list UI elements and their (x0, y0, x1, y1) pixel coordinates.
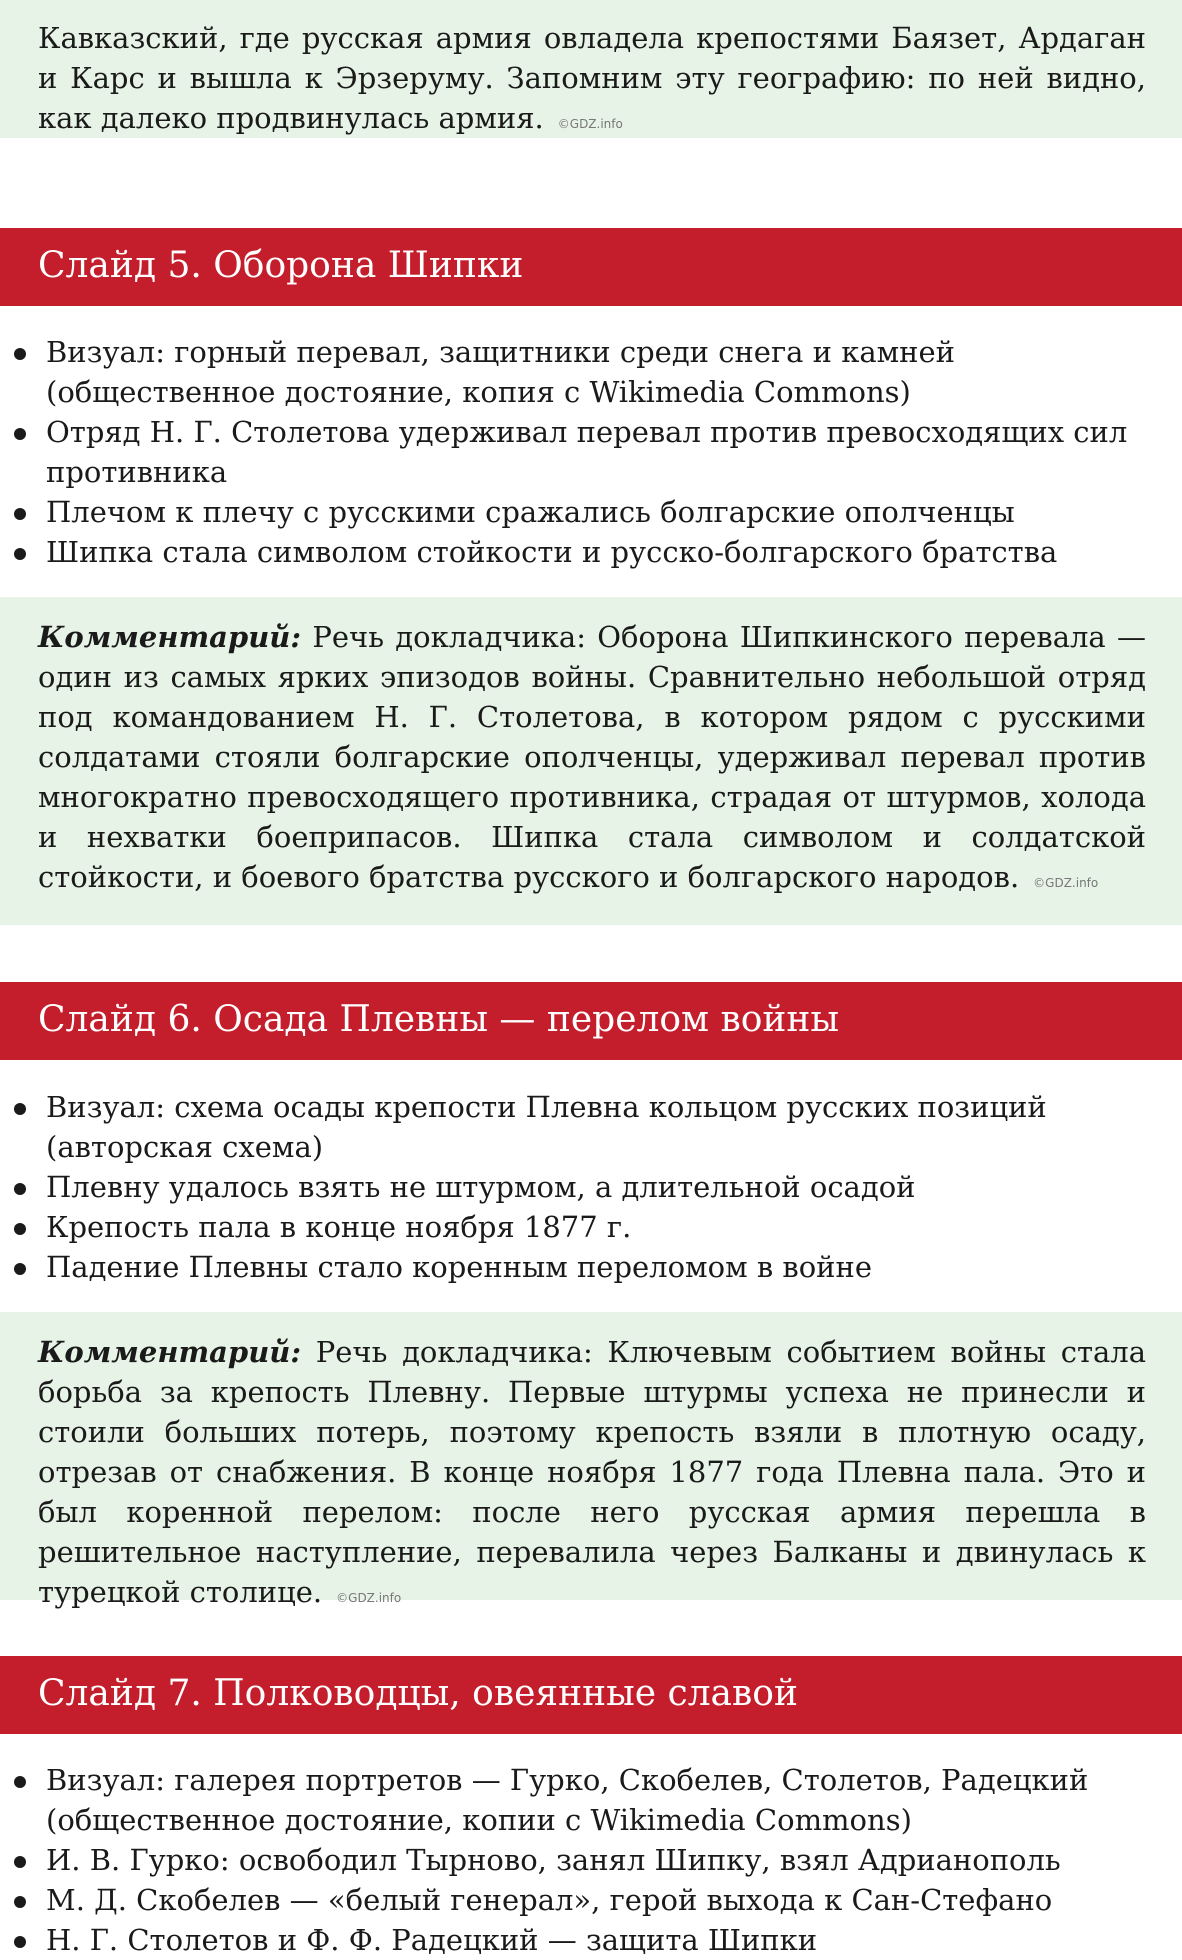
bullet-text: Плечом к плечу с русскими сражались болгарские ополченцы (46, 495, 1015, 529)
comment-body: Речь докладчика: Оборона Шипкинского перевала — один из самых ярких эпизодов войны. Сравнительно небольшой отряд под командованием Н. Г. Столетова, в котором рядом с русскими солдатами стояли болгарские ополченцы, удерживал перевал против многократно превосходящего противника, страдая от штурмов, холода и нехватки боеприпасов. Шипка стала символом и солдатской стойкости, и боевого братства русского и болгарского народов. (38, 620, 1146, 894)
comment-body: Речь докладчика: Ключевым событием войны стала борьба за крепость Плевну. Первые штурмы успеха не принесли и стоили больших потерь, поэтому крепость взяли в плотную осаду, отрезав от снабжения. В конце ноября 1877 года Плевна пала. Это и был коренной перелом: после него русская армия перешла в решительное наступление, перевалила через Балканы и двинулась к турецкой столице. (38, 1335, 1146, 1609)
bullet-text: Шипка стала символом стойкости и русско-болгарского братства (46, 535, 1058, 569)
slide-6-header (0, 982, 1182, 1060)
bullet-dot-icon (14, 1936, 26, 1948)
watermark: ©GDZ.info (336, 1591, 402, 1605)
bullet-item (0, 1247, 1182, 1287)
bullet-text: Падение Плевны стало коренным переломом в войне (46, 1250, 873, 1284)
intro-comment-body: Кавказский, где русская армия овладела крепостями Баязет, Ардаган и Карс и вышла к Эрзеруму. Запомним эту географию: по ней видно, как далеко продвинулась армия. (38, 21, 1146, 135)
bullet-dot-icon (14, 1856, 26, 1868)
watermark: ©GDZ.info (557, 117, 623, 131)
bullet-text: Крепость пала в конце ноября 1877 г. (46, 1210, 632, 1244)
bullet-dot-icon (14, 1183, 26, 1195)
bullet-item (0, 532, 1182, 572)
slide-7-bullets (0, 1760, 1182, 1960)
slide-7-title: Слайд 7. Полководцы, овеянные славой (38, 1673, 798, 1714)
bullet-item (0, 1840, 1182, 1880)
bullet-dot-icon (14, 1896, 26, 1908)
bullet-dot-icon (14, 428, 26, 440)
bullet-dot-icon (14, 1223, 26, 1235)
comment-label: Комментарий: (38, 620, 302, 654)
slide-5-comment-text (38, 617, 1146, 903)
slide-5-header (0, 228, 1182, 306)
bullet-item (0, 492, 1182, 532)
slide-5-comment-box (0, 597, 1182, 925)
bullet-text: Визуал: горный перевал, защитники среди снега и камней (общественное достояние, копия с Wikimedia Commons) (46, 335, 955, 409)
bullet-dot-icon (14, 508, 26, 520)
intro-comment-box (0, 0, 1182, 138)
bullet-text: И. В. Гурко: освободил Тырново, занял Шипку, взял Адрианополь (46, 1843, 1061, 1877)
bullet-dot-icon (14, 1103, 26, 1115)
bullet-item (0, 1920, 1182, 1960)
slide-6-comment-text (38, 1332, 1146, 1618)
slide-6-comment-box (0, 1312, 1182, 1609)
watermark: ©GDZ.info (1033, 876, 1099, 890)
slide-7-header (0, 1656, 1182, 1734)
comment-label: Комментарий: (38, 1335, 302, 1369)
slide-6-bullets (0, 1087, 1182, 1287)
bullet-item (0, 412, 1182, 492)
slide-5-title: Слайд 5. Оборона Шипки (38, 245, 524, 286)
bullet-text: М. Д. Скобелев — «белый генерал», герой выхода к Сан-Стефано (46, 1883, 1053, 1917)
bullet-dot-icon (14, 348, 26, 360)
bullet-item (0, 1760, 1182, 1840)
bullet-item (0, 1087, 1182, 1167)
slide-5-bullets (0, 332, 1182, 572)
slide-6-title: Слайд 6. Осада Плевны — перелом войны (38, 999, 840, 1040)
bullet-dot-icon (14, 1776, 26, 1788)
bullet-text: Отряд Н. Г. Столетова удерживал перевал против превосходящих сил противника (46, 415, 1128, 489)
bullet-item (0, 1207, 1182, 1247)
bullet-dot-icon (14, 548, 26, 560)
intro-comment-text (38, 18, 1146, 144)
bullet-text: Н. Г. Столетов и Ф. Ф. Радецкий — защита Шипки (46, 1923, 818, 1957)
bullet-dot-icon (14, 1263, 26, 1275)
bullet-text: Визуал: схема осады крепости Плевна кольцом русских позиций (авторская схема) (46, 1090, 1047, 1164)
bullet-text: Плевну удалось взять не штурмом, а длительной осадой (46, 1170, 916, 1204)
bullet-item (0, 1880, 1182, 1920)
bullet-item (0, 332, 1182, 412)
bullet-text: Визуал: галерея портретов — Гурко, Скобелев, Столетов, Радецкий (общественное достояние, копии с Wikimedia Commons) (46, 1763, 1089, 1837)
bullet-item (0, 1167, 1182, 1207)
